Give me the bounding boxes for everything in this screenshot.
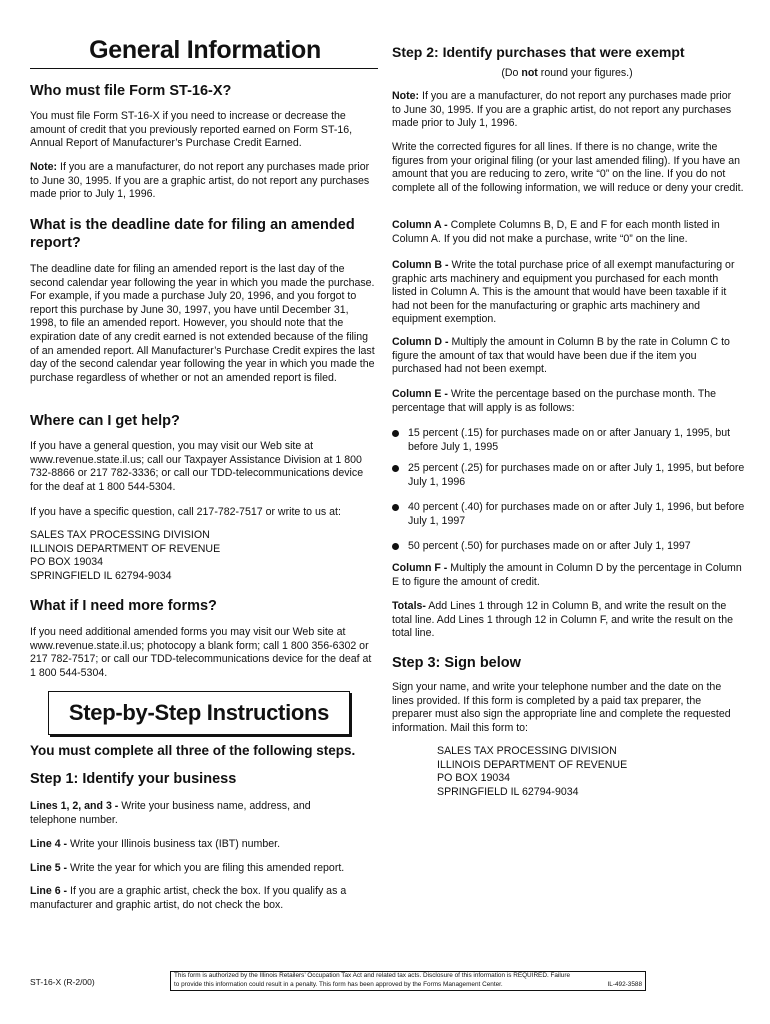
bullet-dot <box>392 465 399 472</box>
help-mailing-address <box>30 529 220 583</box>
general-information-title: General Information <box>89 36 321 64</box>
step3-heading: Step 3: Sign below <box>392 655 521 671</box>
column-f-label: Column F - <box>392 562 448 574</box>
totals-text: Add Lines 1 through 12 in Column B, and write the result on the total line. Add Lines 1 through 12 in Column F, and write the result on the total line. <box>392 600 733 640</box>
column-b-text: Write the total purchase price of all exempt manufacturing or graphic arts machinery and equipment you purchased for each month listed in Column A. This is the amount that would have been taxable if it had not been for the manufacturing or graphic arts machinery and equipment exemption. <box>392 259 735 326</box>
bullet-dot <box>392 504 399 511</box>
lines-1-2-3-instruction <box>30 800 360 827</box>
line-5-label: Line 5 - <box>30 862 68 874</box>
line-4-text: Write your Illinois business tax (IBT) number. <box>67 838 281 850</box>
bullet-text: 25 percent (.25) for purchases made on or after July 1, 1995, but before July 1, 1996 <box>408 462 745 488</box>
form-id: IL-492-3588 <box>607 980 642 988</box>
column-a-instruction <box>392 219 744 246</box>
corrected-figures-text: Write the corrected figures for all lines. If there is no change, write the figures from your original filing (or your last amended filing). If you have an amount that you are reducing to zero, write “0” on the line. If you do not complete all of the following information, we will reduce or deny your credit. <box>392 141 744 194</box>
address-line: ILLINOIS DEPARTMENT OF REVENUE <box>30 542 221 555</box>
who-must-file-note <box>30 161 375 202</box>
step2-note <box>392 90 742 131</box>
who-must-file-text: You must file Form ST-16-X if you need to increase or decrease the amount of credit that you previously reported earned on Form ST-16, Annual Report of Manufacturer’s Purchase Credit Earned. <box>30 110 353 150</box>
title-divider <box>30 68 378 69</box>
column-d-label: Column D - <box>392 336 449 348</box>
round-post: round your figures.) <box>537 67 633 79</box>
column-f-text: Multiply the amount in Column D by the percentage in Column E to figure the amount of credit. <box>392 562 742 588</box>
line-5-instruction <box>30 862 380 876</box>
line-6-label: Line 6 - <box>30 885 68 897</box>
address-line: SALES TAX PROCESSING DIVISION <box>30 529 210 541</box>
round-bold: not <box>521 67 538 79</box>
column-b-instruction <box>392 259 742 327</box>
note-text: If you are a manufacturer, do not report any purchases made prior to June 30, 1995. If you are a graphic artist, do not report any purchases made prior to July 1, 1996. <box>30 161 370 201</box>
more-forms-heading: What if I need more forms? <box>30 598 217 614</box>
note-label: Note: <box>392 90 420 102</box>
percentage-bullet <box>392 427 748 454</box>
notice-line-1: This form is authorized by the Illinois Retailers’ Occupation Tax Act and related tax acts. Disclosure of this information is REQUIRED. Failure <box>174 972 571 979</box>
line-6-instruction <box>30 885 375 912</box>
percentage-bullet <box>392 501 748 528</box>
lines-1-2-3-text: Write your business name, address, and telephone number. <box>30 800 311 826</box>
totals-instruction <box>392 600 744 641</box>
help-text-specific: If you have a specific question, call 217-782-7517 or write to us at: <box>30 506 341 518</box>
bullet-text: 15 percent (.15) for purchases made on or after January 1, 1995, but before July 1, 1995 <box>408 427 731 453</box>
step-by-step-title: Step-by-Step Instructions <box>68 700 330 725</box>
percentage-bullet <box>392 540 748 554</box>
column-b-label: Column B - <box>392 259 449 271</box>
notice-line-2: to provide this information could result in a penalty. This form has been approved by the Forms Management Center. <box>174 980 503 988</box>
deadline-text: The deadline date for filing an amended report is the last day of the second calendar year following the year in which you made the purchase. For example, if you made a purchase July 20, 1996, and you forgot to report this purchase by June 30, 1997, you have until December 31, 1998, to file an amended report. However, you should note that the expiration date of any credit earned is not extended because of the filing of an amended report. All Manufacturer’s Purchase Credit expires the last day of the second calendar year following the year in which you made the purchase regardless of whether or not an amended report is filed. <box>30 263 375 384</box>
column-a-label: Column A - <box>392 219 448 231</box>
bullet-dot <box>392 543 399 550</box>
more-forms-text: If you need additional amended forms you may visit our Web site at www.revenue.state.il.us; photocopy a blank form; call 1 800 356-6302 or 217 782-7517; or call our TDD-telecommunications device for the deaf at 1 800 544-5304. <box>30 626 372 679</box>
round-note <box>392 67 742 81</box>
notice-line-2-row <box>174 981 642 990</box>
column-d-text: Multiply the amount in Column B by the rate in Column C to figure the amount of tax that would have been due if the item you purchased had not been exempt. <box>392 336 730 376</box>
address-line: SPRINGFIELD IL 62794-9034 <box>30 569 172 582</box>
address-line: SALES TAX PROCESSING DIVISION <box>437 745 617 757</box>
address-line: PO BOX 19034 <box>30 556 104 569</box>
authorization-notice <box>170 971 646 991</box>
help-heading: Where can I get help? <box>30 413 180 429</box>
address-line: SPRINGFIELD IL 62794-9034 <box>437 785 579 798</box>
column-e-label: Column E - <box>392 388 448 400</box>
step2-heading: Step 2: Identify purchases that were exempt <box>392 44 685 60</box>
column-e-text: Write the percentage based on the purchase month. The percentage that will apply is as follows: <box>392 388 717 414</box>
step3-mailing-address <box>437 745 627 799</box>
address-line: ILLINOIS DEPARTMENT OF REVENUE <box>437 758 628 771</box>
line-5-text: Write the year for which you are filing this amended report. <box>67 862 345 874</box>
bullet-text: 50 percent (.50) for purchases made on or after July 1, 1997 <box>408 540 691 552</box>
column-a-text: Complete Columns B, D, E and F for each month listed in Column A. If you did not make a purchase, write “0” on the line. <box>392 219 720 245</box>
note-label: Note: <box>30 161 58 173</box>
column-e-instruction <box>392 388 742 415</box>
lines-1-2-3-label: Lines 1, 2, and 3 - <box>30 800 119 812</box>
column-d-instruction <box>392 336 742 377</box>
address-line: PO BOX 19034 <box>437 772 511 785</box>
who-must-file-heading: Who must file Form ST-16-X? <box>30 83 232 99</box>
must-complete-heading: You must complete all three of the following steps. <box>30 743 356 758</box>
line-4-instruction <box>30 838 380 852</box>
form-code: ST-16-X (R-2/00) <box>30 977 95 987</box>
deadline-heading: What is the deadline date for filing an amended report? <box>30 217 355 251</box>
column-f-instruction <box>392 562 742 589</box>
totals-label: Totals- <box>392 600 426 612</box>
bullet-text: 40 percent (.40) for purchases made on or after July 1, 1996, but before July 1, 1997 <box>408 501 745 527</box>
step-by-step-banner <box>48 691 350 735</box>
line-6-text: If you are a graphic artist, check the box. If you qualify as a manufacturer and graphic artist, do not check the box. <box>30 885 347 911</box>
step3-text: Sign your name, and write your telephone number and the date on the lines provided. If this form is completed by a paid tax preparer, the preparer must also sign the appropriate line and complete the requested information. Mail this form to: <box>392 681 731 734</box>
round-pre: (Do <box>501 67 522 79</box>
percentage-bullet <box>392 462 748 489</box>
step1-heading: Step 1: Identify your business <box>30 771 237 787</box>
bullet-dot <box>392 430 399 437</box>
line-4-label: Line 4 - <box>30 838 68 850</box>
help-text-general: If you have a general question, you may visit our Web site at www.revenue.state.il.us; call our Taxpayer Assistance Division at 1 800 732-8866 or 217 782-3336; or call our TDD-telecommunications device for the deaf at 1 800 544-5304. <box>30 440 364 493</box>
note-text: If you are a manufacturer, do not report any purchases made prior to June 30, 1995. If you are a graphic artist, do not report any purchases made prior to July 1, 1996. <box>392 90 732 130</box>
